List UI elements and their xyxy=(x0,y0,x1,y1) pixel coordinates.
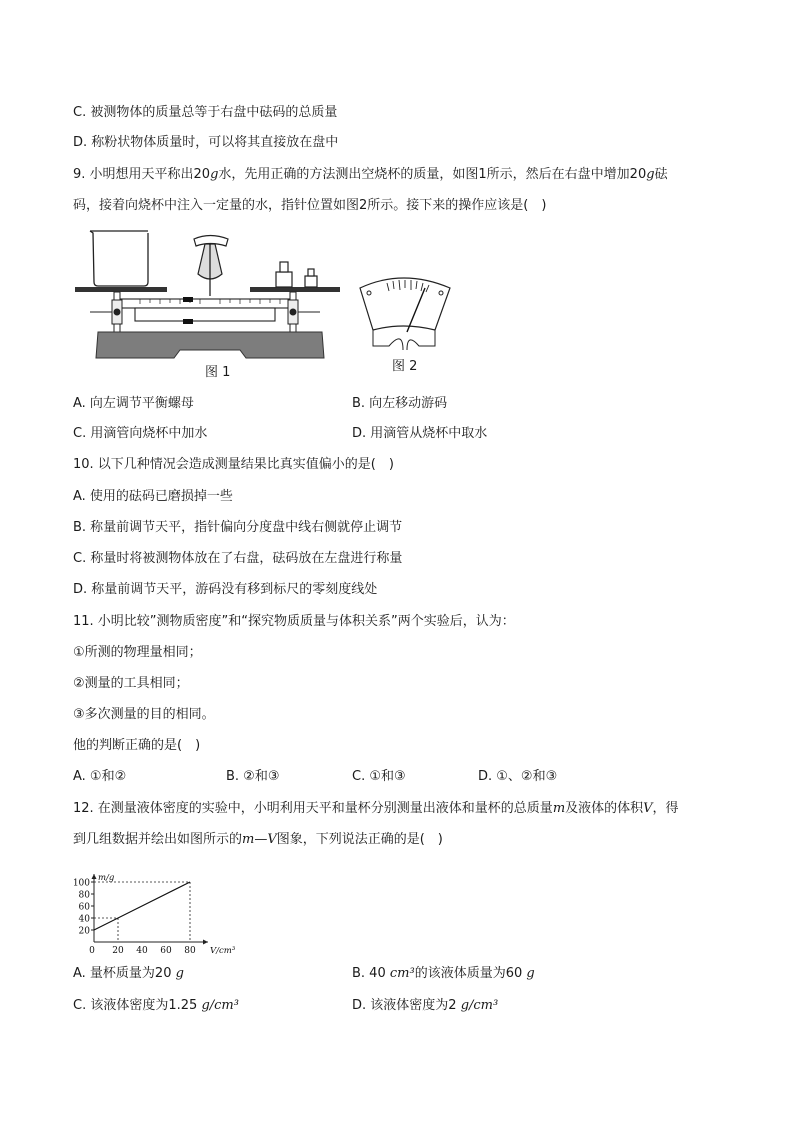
x-axis-label: V/cm³ xyxy=(210,946,236,956)
rider-bottom xyxy=(183,319,193,324)
figure-1-balance xyxy=(70,224,340,384)
q9-option-d: D. 用滴管从烧杯中取水 xyxy=(352,426,488,441)
q12-option-d xyxy=(352,996,498,1016)
q12-stem-a: 12. 在测量液体密度的实验中，小明利用天平和量杯分别测量出液体和量杯的总质量 xyxy=(73,801,553,816)
y-axis-label: m/g xyxy=(98,873,115,883)
q12-option-b-val: B. 40 xyxy=(352,966,386,981)
beaker-icon xyxy=(90,231,148,286)
x-tick-label: 20 xyxy=(112,946,124,956)
q9-unit-g-2: g xyxy=(646,167,655,182)
q11-statement-1: ①所测的物理量相同； xyxy=(73,645,202,660)
y-tick-label: 80 xyxy=(78,890,90,901)
q9-stem-b: 水，先用正确的方法测出空烧杯的质量，如图1所示，然后在右盘中增加20 xyxy=(218,167,647,182)
q12-option-b-text: 的该液体质量为60 xyxy=(414,966,523,981)
y-tick-label: 100 xyxy=(72,878,90,889)
q12-option-c-unit: g/cm³ xyxy=(201,998,239,1013)
q11-option-a: A. ①和② xyxy=(73,769,127,784)
y-tick-label: 60 xyxy=(78,902,90,913)
mv-chart xyxy=(68,866,248,956)
weights-icon xyxy=(276,262,317,287)
q12-stem-line2-a: 到几组数据并绘出如图所示的 xyxy=(73,832,243,847)
beam xyxy=(120,299,290,321)
q11-statement-3: ③多次测量的目的相同。 xyxy=(73,707,215,722)
q9-option-a: A. 向左调节平衡螺母 xyxy=(73,396,194,411)
q12-stem-line2-b: 图象，下列说法正确的是( ) xyxy=(276,832,443,847)
q12-option-c xyxy=(73,996,239,1016)
q12-option-b-unit: cm³ xyxy=(389,966,415,981)
q12-stem-line2 xyxy=(73,830,443,850)
q10-option-a: A. 使用的砝码已磨损掉一些 xyxy=(73,489,233,504)
q12-var-v: V xyxy=(643,801,653,816)
q9-option-c: C. 用滴管向烧杯中加水 xyxy=(73,426,208,441)
q12-option-c-text: C. 该液体密度为1.25 xyxy=(73,998,198,1013)
q9-stem-line2: 码，接着向烧杯中注入一定量的水，指针位置如图2所示。接下来的操作应该是( ) xyxy=(73,198,547,213)
figure-2-pointer xyxy=(355,270,455,350)
right-pan xyxy=(250,287,340,292)
q11-statement-2: ②测量的工具相同； xyxy=(73,676,189,691)
q11-option-b: B. ②和③ xyxy=(226,769,280,784)
q10-option-d: D. 称量前调节天平，游码没有移到标尺的零刻度线处 xyxy=(73,582,378,597)
q9-stem-line1 xyxy=(73,165,668,185)
y-axis-arrow xyxy=(92,874,97,879)
x-tick-label: 60 xyxy=(160,946,172,956)
q12-var-m: m xyxy=(552,801,566,816)
q12-stem-c: ，得 xyxy=(652,801,679,816)
y-tick-label: 40 xyxy=(78,914,90,925)
q12-option-b-unit2: g xyxy=(526,966,535,981)
x-tick-label: 80 xyxy=(184,946,196,956)
q10-option-b: B. 称量前调节天平，指针偏向分度盘中线右侧就停止调节 xyxy=(73,520,403,535)
q8-option-c: C. 被测物体的质量总等于右盘中砝码的总质量 xyxy=(73,105,338,120)
q12-option-a-unit: g xyxy=(175,966,184,981)
q8-option-d: D. 称粉状物体质量时，可以将其直接放在盘中 xyxy=(73,135,339,150)
figure-1-caption: 图 1 xyxy=(205,365,231,380)
q9-option-b: B. 向左移动游码 xyxy=(352,396,448,411)
x-tick-label: 0 xyxy=(89,946,95,956)
q9-unit-g-1: g xyxy=(210,167,219,182)
q11-stem: 11. 小明比较”测物质密度”和“探究物质质量与体积关系”两个实验后，认为： xyxy=(73,614,515,629)
dial-icon xyxy=(194,236,228,297)
q9-stem-a: 9. 小明想用天平称出20 xyxy=(73,167,211,182)
x-tick-label: 40 xyxy=(136,946,148,956)
q12-mv: m—V xyxy=(242,832,277,847)
balance-base xyxy=(96,332,324,358)
left-pan xyxy=(75,287,167,292)
q12-option-d-unit: g/cm³ xyxy=(460,998,499,1013)
x-axis-arrow xyxy=(203,940,208,945)
q10-option-c: C. 称量时将被测物体放在了右盘，砝码放在左盘进行称量 xyxy=(73,551,403,566)
q10-stem: 10. 以下几种情况会造成测量结果比真实值偏小的是( ) xyxy=(73,457,394,472)
q12-option-a-text: A. 量杯质量为20 xyxy=(73,966,172,981)
q9-stem-c: 砝 xyxy=(654,167,668,182)
data-line xyxy=(94,882,190,930)
y-tick-label: 20 xyxy=(78,926,90,937)
q12-option-a xyxy=(73,964,184,984)
q11-option-d: D. ①、②和③ xyxy=(478,769,558,784)
rider-top xyxy=(183,297,193,302)
q12-option-d-text: D. 该液体密度为2 xyxy=(352,998,457,1013)
figure-2-caption: 图 2 xyxy=(392,359,418,374)
q12-option-b xyxy=(352,964,535,984)
q12-stem-line1 xyxy=(73,799,679,819)
q12-stem-b: 及液体的体积 xyxy=(565,801,644,816)
q11-option-c: C. ①和③ xyxy=(352,769,406,784)
q11-ask: 他的判断正确的是( ) xyxy=(73,738,201,753)
